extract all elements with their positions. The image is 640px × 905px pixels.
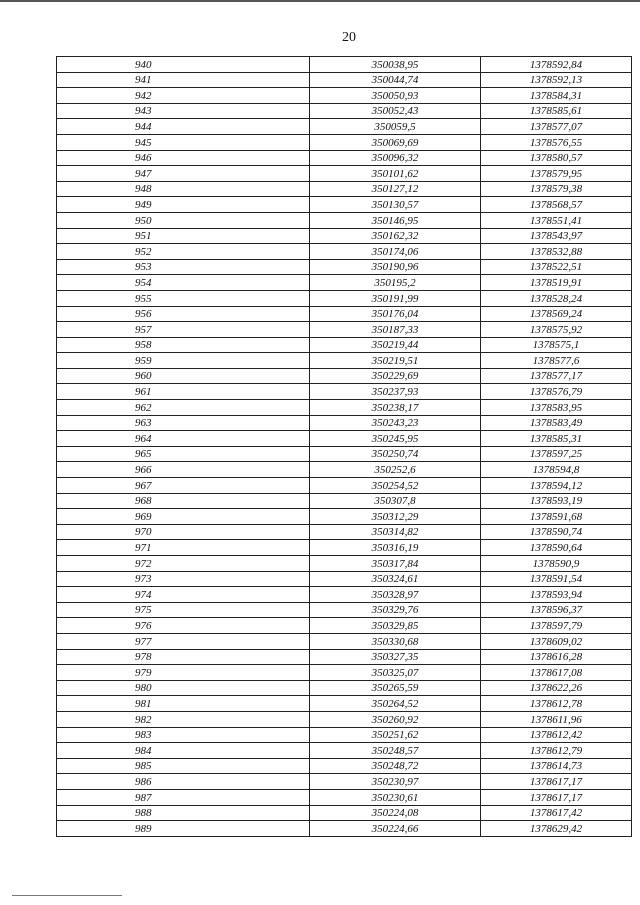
table-row bbox=[57, 649, 632, 665]
point-number-cell: 965 bbox=[57, 446, 310, 462]
table-row bbox=[57, 587, 632, 603]
y-coordinate-cell: 1378622,26 bbox=[481, 680, 632, 696]
point-number-cell: 976 bbox=[57, 618, 310, 634]
x-coordinate-cell: 350248,57 bbox=[310, 743, 481, 759]
point-number-cell: 947 bbox=[57, 166, 310, 182]
x-coordinate-cell: 350044,74 bbox=[310, 72, 481, 88]
x-coordinate-cell: 350238,17 bbox=[310, 400, 481, 416]
x-coordinate-cell: 350224,66 bbox=[310, 821, 481, 837]
top-border-line bbox=[0, 0, 640, 2]
y-coordinate-cell: 1378617,08 bbox=[481, 665, 632, 681]
y-coordinate-cell: 1378611,96 bbox=[481, 711, 632, 727]
point-number-cell: 966 bbox=[57, 462, 310, 478]
x-coordinate-cell: 350245,95 bbox=[310, 431, 481, 447]
y-coordinate-cell: 1378528,24 bbox=[481, 290, 632, 306]
point-number-cell: 958 bbox=[57, 337, 310, 353]
x-coordinate-cell: 350251,62 bbox=[310, 727, 481, 743]
coordinates-table-body bbox=[57, 57, 632, 837]
y-coordinate-cell: 1378576,79 bbox=[481, 384, 632, 400]
table-row bbox=[57, 462, 632, 478]
x-coordinate-cell: 350243,23 bbox=[310, 415, 481, 431]
x-coordinate-cell: 350329,76 bbox=[310, 602, 481, 618]
x-coordinate-cell: 350162,32 bbox=[310, 228, 481, 244]
y-coordinate-cell: 1378568,57 bbox=[481, 197, 632, 213]
point-number-cell: 989 bbox=[57, 821, 310, 837]
y-coordinate-cell: 1378585,31 bbox=[481, 431, 632, 447]
x-coordinate-cell: 350307,8 bbox=[310, 493, 481, 509]
table-row bbox=[57, 789, 632, 805]
point-number-cell: 962 bbox=[57, 400, 310, 416]
point-number-cell: 952 bbox=[57, 244, 310, 260]
table-row bbox=[57, 400, 632, 416]
y-coordinate-cell: 1378543,97 bbox=[481, 228, 632, 244]
point-number-cell: 987 bbox=[57, 789, 310, 805]
table-row bbox=[57, 571, 632, 587]
point-number-cell: 963 bbox=[57, 415, 310, 431]
point-number-cell: 972 bbox=[57, 556, 310, 572]
point-number-cell: 941 bbox=[57, 72, 310, 88]
table-row bbox=[57, 244, 632, 260]
x-coordinate-cell: 350248,72 bbox=[310, 758, 481, 774]
x-coordinate-cell: 350325,07 bbox=[310, 665, 481, 681]
point-number-cell: 955 bbox=[57, 290, 310, 306]
point-number-cell: 964 bbox=[57, 431, 310, 447]
x-coordinate-cell: 350050,93 bbox=[310, 88, 481, 104]
table-row bbox=[57, 119, 632, 135]
table-row bbox=[57, 384, 632, 400]
y-coordinate-cell: 1378575,1 bbox=[481, 337, 632, 353]
y-coordinate-cell: 1378597,25 bbox=[481, 446, 632, 462]
point-number-cell: 980 bbox=[57, 680, 310, 696]
x-coordinate-cell: 350329,85 bbox=[310, 618, 481, 634]
table-row bbox=[57, 711, 632, 727]
x-coordinate-cell: 350130,57 bbox=[310, 197, 481, 213]
table-row bbox=[57, 88, 632, 104]
x-coordinate-cell: 350219,44 bbox=[310, 337, 481, 353]
table-row bbox=[57, 478, 632, 494]
y-coordinate-cell: 1378597,79 bbox=[481, 618, 632, 634]
y-coordinate-cell: 1378592,84 bbox=[481, 57, 632, 73]
y-coordinate-cell: 1378616,28 bbox=[481, 649, 632, 665]
y-coordinate-cell: 1378522,51 bbox=[481, 259, 632, 275]
y-coordinate-cell: 1378592,13 bbox=[481, 72, 632, 88]
x-coordinate-cell: 350317,84 bbox=[310, 556, 481, 572]
y-coordinate-cell: 1378579,38 bbox=[481, 181, 632, 197]
x-coordinate-cell: 350146,95 bbox=[310, 212, 481, 228]
point-number-cell: 971 bbox=[57, 540, 310, 556]
table-row bbox=[57, 556, 632, 572]
y-coordinate-cell: 1378594,12 bbox=[481, 478, 632, 494]
table-row bbox=[57, 633, 632, 649]
table-row bbox=[57, 758, 632, 774]
point-number-cell: 973 bbox=[57, 571, 310, 587]
x-coordinate-cell: 350127,12 bbox=[310, 181, 481, 197]
x-coordinate-cell: 350101,62 bbox=[310, 166, 481, 182]
y-coordinate-cell: 1378617,17 bbox=[481, 774, 632, 790]
y-coordinate-cell: 1378585,61 bbox=[481, 103, 632, 119]
x-coordinate-cell: 350324,61 bbox=[310, 571, 481, 587]
table-row bbox=[57, 259, 632, 275]
table-row bbox=[57, 805, 632, 821]
point-number-cell: 942 bbox=[57, 88, 310, 104]
point-number-cell: 940 bbox=[57, 57, 310, 73]
x-coordinate-cell: 350328,97 bbox=[310, 587, 481, 603]
table-row bbox=[57, 290, 632, 306]
table-row bbox=[57, 134, 632, 150]
y-coordinate-cell: 1378591,54 bbox=[481, 571, 632, 587]
table-row bbox=[57, 524, 632, 540]
table-row bbox=[57, 821, 632, 837]
table-row bbox=[57, 57, 632, 73]
x-coordinate-cell: 350069,69 bbox=[310, 134, 481, 150]
point-number-cell: 944 bbox=[57, 119, 310, 135]
table-row bbox=[57, 618, 632, 634]
page-number: 20 bbox=[342, 30, 356, 45]
table-row bbox=[57, 322, 632, 338]
x-coordinate-cell: 350229,69 bbox=[310, 368, 481, 384]
table-row bbox=[57, 181, 632, 197]
y-coordinate-cell: 1378569,24 bbox=[481, 306, 632, 322]
x-coordinate-cell: 350250,74 bbox=[310, 446, 481, 462]
x-coordinate-cell: 350176,04 bbox=[310, 306, 481, 322]
point-number-cell: 954 bbox=[57, 275, 310, 291]
y-coordinate-cell: 1378579,95 bbox=[481, 166, 632, 182]
y-coordinate-cell: 1378594,8 bbox=[481, 462, 632, 478]
point-number-cell: 960 bbox=[57, 368, 310, 384]
x-coordinate-cell: 350312,29 bbox=[310, 509, 481, 525]
y-coordinate-cell: 1378629,42 bbox=[481, 821, 632, 837]
y-coordinate-cell: 1378590,9 bbox=[481, 556, 632, 572]
x-coordinate-cell: 350230,97 bbox=[310, 774, 481, 790]
point-number-cell: 982 bbox=[57, 711, 310, 727]
x-coordinate-cell: 350265,59 bbox=[310, 680, 481, 696]
point-number-cell: 951 bbox=[57, 228, 310, 244]
y-coordinate-cell: 1378590,74 bbox=[481, 524, 632, 540]
table-row bbox=[57, 680, 632, 696]
y-coordinate-cell: 1378532,88 bbox=[481, 244, 632, 260]
y-coordinate-cell: 1378575,92 bbox=[481, 322, 632, 338]
y-coordinate-cell: 1378519,91 bbox=[481, 275, 632, 291]
y-coordinate-cell: 1378590,64 bbox=[481, 540, 632, 556]
table-row bbox=[57, 337, 632, 353]
x-coordinate-cell: 350191,99 bbox=[310, 290, 481, 306]
table-row bbox=[57, 306, 632, 322]
point-number-cell: 986 bbox=[57, 774, 310, 790]
table-row bbox=[57, 431, 632, 447]
y-coordinate-cell: 1378593,94 bbox=[481, 587, 632, 603]
x-coordinate-cell: 350237,93 bbox=[310, 384, 481, 400]
table-row bbox=[57, 774, 632, 790]
table-row bbox=[57, 493, 632, 509]
point-number-cell: 957 bbox=[57, 322, 310, 338]
point-number-cell: 981 bbox=[57, 696, 310, 712]
y-coordinate-cell: 1378577,07 bbox=[481, 119, 632, 135]
point-number-cell: 970 bbox=[57, 524, 310, 540]
coordinates-table bbox=[56, 56, 632, 837]
point-number-cell: 948 bbox=[57, 181, 310, 197]
table-row bbox=[57, 602, 632, 618]
x-coordinate-cell: 350224,08 bbox=[310, 805, 481, 821]
x-coordinate-cell: 350038,95 bbox=[310, 57, 481, 73]
y-coordinate-cell: 1378577,6 bbox=[481, 353, 632, 369]
y-coordinate-cell: 1378593,19 bbox=[481, 493, 632, 509]
footnote-rule bbox=[12, 895, 122, 896]
x-coordinate-cell: 350096,32 bbox=[310, 150, 481, 166]
table-row bbox=[57, 727, 632, 743]
table-row bbox=[57, 103, 632, 119]
point-number-cell: 968 bbox=[57, 493, 310, 509]
table-row bbox=[57, 743, 632, 759]
table-row bbox=[57, 696, 632, 712]
table-row bbox=[57, 275, 632, 291]
y-coordinate-cell: 1378583,95 bbox=[481, 400, 632, 416]
point-number-cell: 950 bbox=[57, 212, 310, 228]
x-coordinate-cell: 350254,52 bbox=[310, 478, 481, 494]
x-coordinate-cell: 350059,5 bbox=[310, 119, 481, 135]
y-coordinate-cell: 1378580,57 bbox=[481, 150, 632, 166]
table-row bbox=[57, 415, 632, 431]
x-coordinate-cell: 350330,68 bbox=[310, 633, 481, 649]
point-number-cell: 961 bbox=[57, 384, 310, 400]
x-coordinate-cell: 350327,35 bbox=[310, 649, 481, 665]
point-number-cell: 943 bbox=[57, 103, 310, 119]
table-row bbox=[57, 212, 632, 228]
x-coordinate-cell: 350316,19 bbox=[310, 540, 481, 556]
point-number-cell: 953 bbox=[57, 259, 310, 275]
y-coordinate-cell: 1378584,31 bbox=[481, 88, 632, 104]
point-number-cell: 959 bbox=[57, 353, 310, 369]
x-coordinate-cell: 350219,51 bbox=[310, 353, 481, 369]
y-coordinate-cell: 1378609,02 bbox=[481, 633, 632, 649]
table-row bbox=[57, 228, 632, 244]
table-row bbox=[57, 368, 632, 384]
point-number-cell: 967 bbox=[57, 478, 310, 494]
point-number-cell: 983 bbox=[57, 727, 310, 743]
y-coordinate-cell: 1378617,17 bbox=[481, 789, 632, 805]
table-row bbox=[57, 72, 632, 88]
table-row bbox=[57, 166, 632, 182]
x-coordinate-cell: 350052,43 bbox=[310, 103, 481, 119]
point-number-cell: 946 bbox=[57, 150, 310, 166]
point-number-cell: 988 bbox=[57, 805, 310, 821]
point-number-cell: 984 bbox=[57, 743, 310, 759]
point-number-cell: 949 bbox=[57, 197, 310, 213]
x-coordinate-cell: 350174,06 bbox=[310, 244, 481, 260]
table-row bbox=[57, 446, 632, 462]
y-coordinate-cell: 1378551,41 bbox=[481, 212, 632, 228]
point-number-cell: 985 bbox=[57, 758, 310, 774]
table-row bbox=[57, 197, 632, 213]
y-coordinate-cell: 1378614,73 bbox=[481, 758, 632, 774]
y-coordinate-cell: 1378577,17 bbox=[481, 368, 632, 384]
point-number-cell: 956 bbox=[57, 306, 310, 322]
table-row bbox=[57, 509, 632, 525]
point-number-cell: 945 bbox=[57, 134, 310, 150]
x-coordinate-cell: 350314,82 bbox=[310, 524, 481, 540]
x-coordinate-cell: 350187,33 bbox=[310, 322, 481, 338]
table-row bbox=[57, 665, 632, 681]
x-coordinate-cell: 350264,52 bbox=[310, 696, 481, 712]
point-number-cell: 977 bbox=[57, 633, 310, 649]
table-row bbox=[57, 150, 632, 166]
y-coordinate-cell: 1378576,55 bbox=[481, 134, 632, 150]
point-number-cell: 978 bbox=[57, 649, 310, 665]
y-coordinate-cell: 1378612,78 bbox=[481, 696, 632, 712]
x-coordinate-cell: 350252,6 bbox=[310, 462, 481, 478]
y-coordinate-cell: 1378617,42 bbox=[481, 805, 632, 821]
x-coordinate-cell: 350260,92 bbox=[310, 711, 481, 727]
x-coordinate-cell: 350190,96 bbox=[310, 259, 481, 275]
y-coordinate-cell: 1378612,79 bbox=[481, 743, 632, 759]
table-row bbox=[57, 353, 632, 369]
x-coordinate-cell: 350195,2 bbox=[310, 275, 481, 291]
y-coordinate-cell: 1378591,68 bbox=[481, 509, 632, 525]
y-coordinate-cell: 1378596,37 bbox=[481, 602, 632, 618]
table-row bbox=[57, 540, 632, 556]
x-coordinate-cell: 350230,61 bbox=[310, 789, 481, 805]
point-number-cell: 975 bbox=[57, 602, 310, 618]
point-number-cell: 974 bbox=[57, 587, 310, 603]
point-number-cell: 979 bbox=[57, 665, 310, 681]
point-number-cell: 969 bbox=[57, 509, 310, 525]
y-coordinate-cell: 1378583,49 bbox=[481, 415, 632, 431]
y-coordinate-cell: 1378612,42 bbox=[481, 727, 632, 743]
